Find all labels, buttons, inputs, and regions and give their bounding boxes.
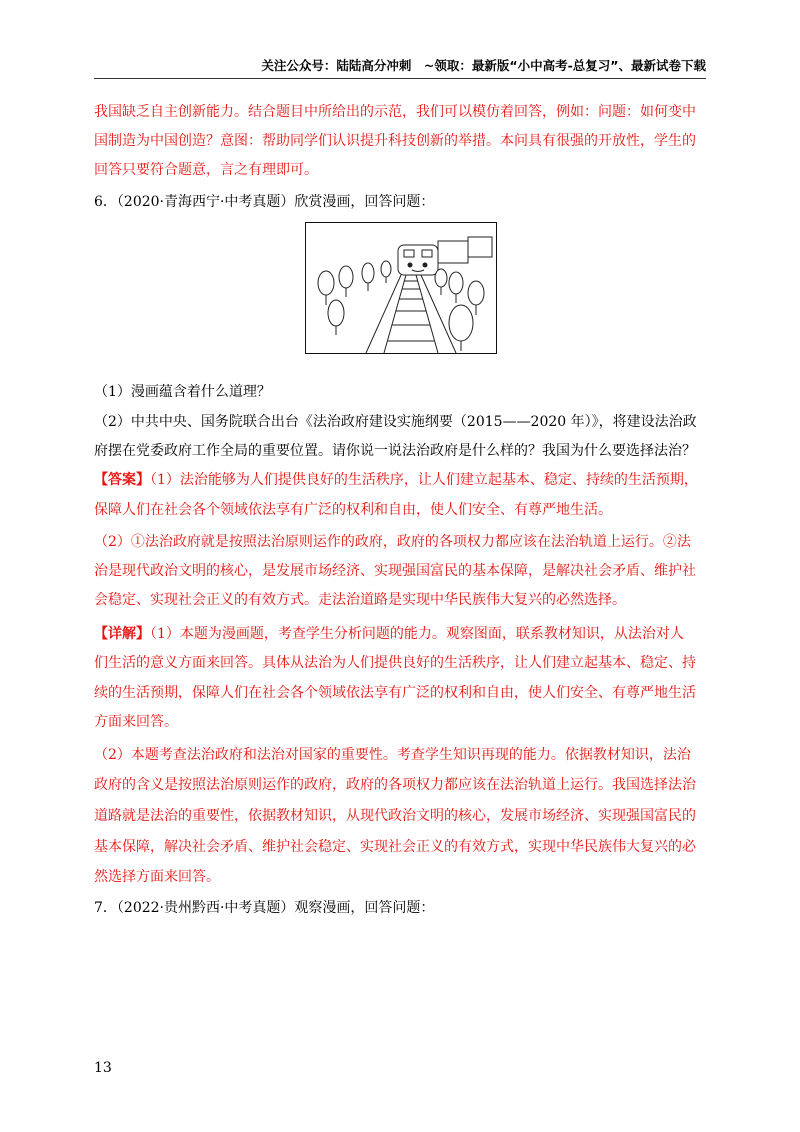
detail-line-1 [94,624,714,644]
detail-line-5: （2）本题考查法治政府和法治对国家的重要性。考查学生知识再现的能力。依据教材知识，法治 [94,747,691,763]
question-6-title: 6．（2020·青海西宁·中考真题）欣赏漫画，回答问题： [94,194,435,210]
detail-line-6: 政府的含义是按照法治原则运作的政府，政府的各项权力都应该在法治轨道上运行。我国选择法治 [94,777,696,793]
answer-tag: 【答案】 [94,472,150,488]
detail-line-7: 道路就是法治的重要性，依据教材知识，从现代政治文明的核心，发展市场经济、实现强国富民的 [94,808,696,824]
question-6-sub-2-line-2: 府摆在党委政府工作全局的重要位置。请你说一说法治政府是什么样的？我国为什么要选择法治？ [94,443,696,459]
answer-line-3: （2）①法治政府就是按照法治原则运作的政府，政府的各项权力都应该在法治轨道上运行。②法 [94,534,691,550]
cartoon-image [305,222,497,354]
detail-line-9: 然选择方面来回答。 [94,869,220,885]
intro-line-1: 我国缺乏自主创新能力。结合题目中所给出的示范，我们可以模仿着回答，例如：问题：如何变中 [94,104,696,120]
answer-line-4: 治是现代政治文明的核心，是发展市场经济、实现强国富民的基本保障，是解决社会矛盾、维护社 [94,563,696,579]
question-6-sub-2-line-1: （2）中共中央、国务院联合出台《法治政府建设实施纲要（2015——2020 年）》，将建设法治政 [94,414,697,430]
question-7-title: 7．（2022·贵州黔西·中考真题）观察漫画，回答问题： [94,900,435,916]
detail-line-8: 基本保障，解决社会矛盾、维护社会稳定、实现社会正义的有效方式，实现中华民族伟大复兴的必 [94,839,696,855]
answer-line-5: 会稳定、实现社会正义的有效方式。走法治道路是实现中华民族伟大复兴的必然选择。 [94,592,626,608]
page-header: 关注公众号：陆陆高分冲刺 ~领取：最新版“小中高考-总复习”、最新试卷下载 [261,58,706,73]
answer-line-1 [94,470,714,490]
intro-line-3: 回答只要符合题意，言之有理即可。 [94,162,318,178]
detail-tag: 【详解】 [94,626,150,642]
answer-text-1: （1）法治能够为人们提供良好的生活秩序，让人们建立起基本、稳定、持续的生活预期， [150,472,698,488]
detail-line-4: 方面来回答。 [94,714,178,730]
detail-line-2: 们生活的意义方面来回答。具体从法治为人们提供良好的生活秩序，让人们建立起基本、稳定、持 [94,655,696,671]
question-6-sub-1: （1）漫画蕴含着什么道理？ [94,384,271,400]
page-number: 13 [94,1060,112,1076]
detail-line-3: 续的生活预期，保障人们在社会各个领域依法享有广泛的权利和自由，使人们安全、有尊严地生活 [94,685,696,701]
detail-text-1: （1）本题为漫画题，考查学生分析问题的能力。观察图面，联系教材知识，从法治对人 [150,626,684,642]
intro-line-2: 国制造为中国创造？意图：帮助同学们认识提升科技创新的举措。本问具有很强的开放性，学生的 [94,133,696,149]
train-on-tracks-illustration [306,223,496,353]
header-rule [94,78,706,79]
answer-line-2: 保障人们在社会各个领域依法享有广泛的权利和自由，使人们安全、有尊严地生活。 [94,502,612,518]
